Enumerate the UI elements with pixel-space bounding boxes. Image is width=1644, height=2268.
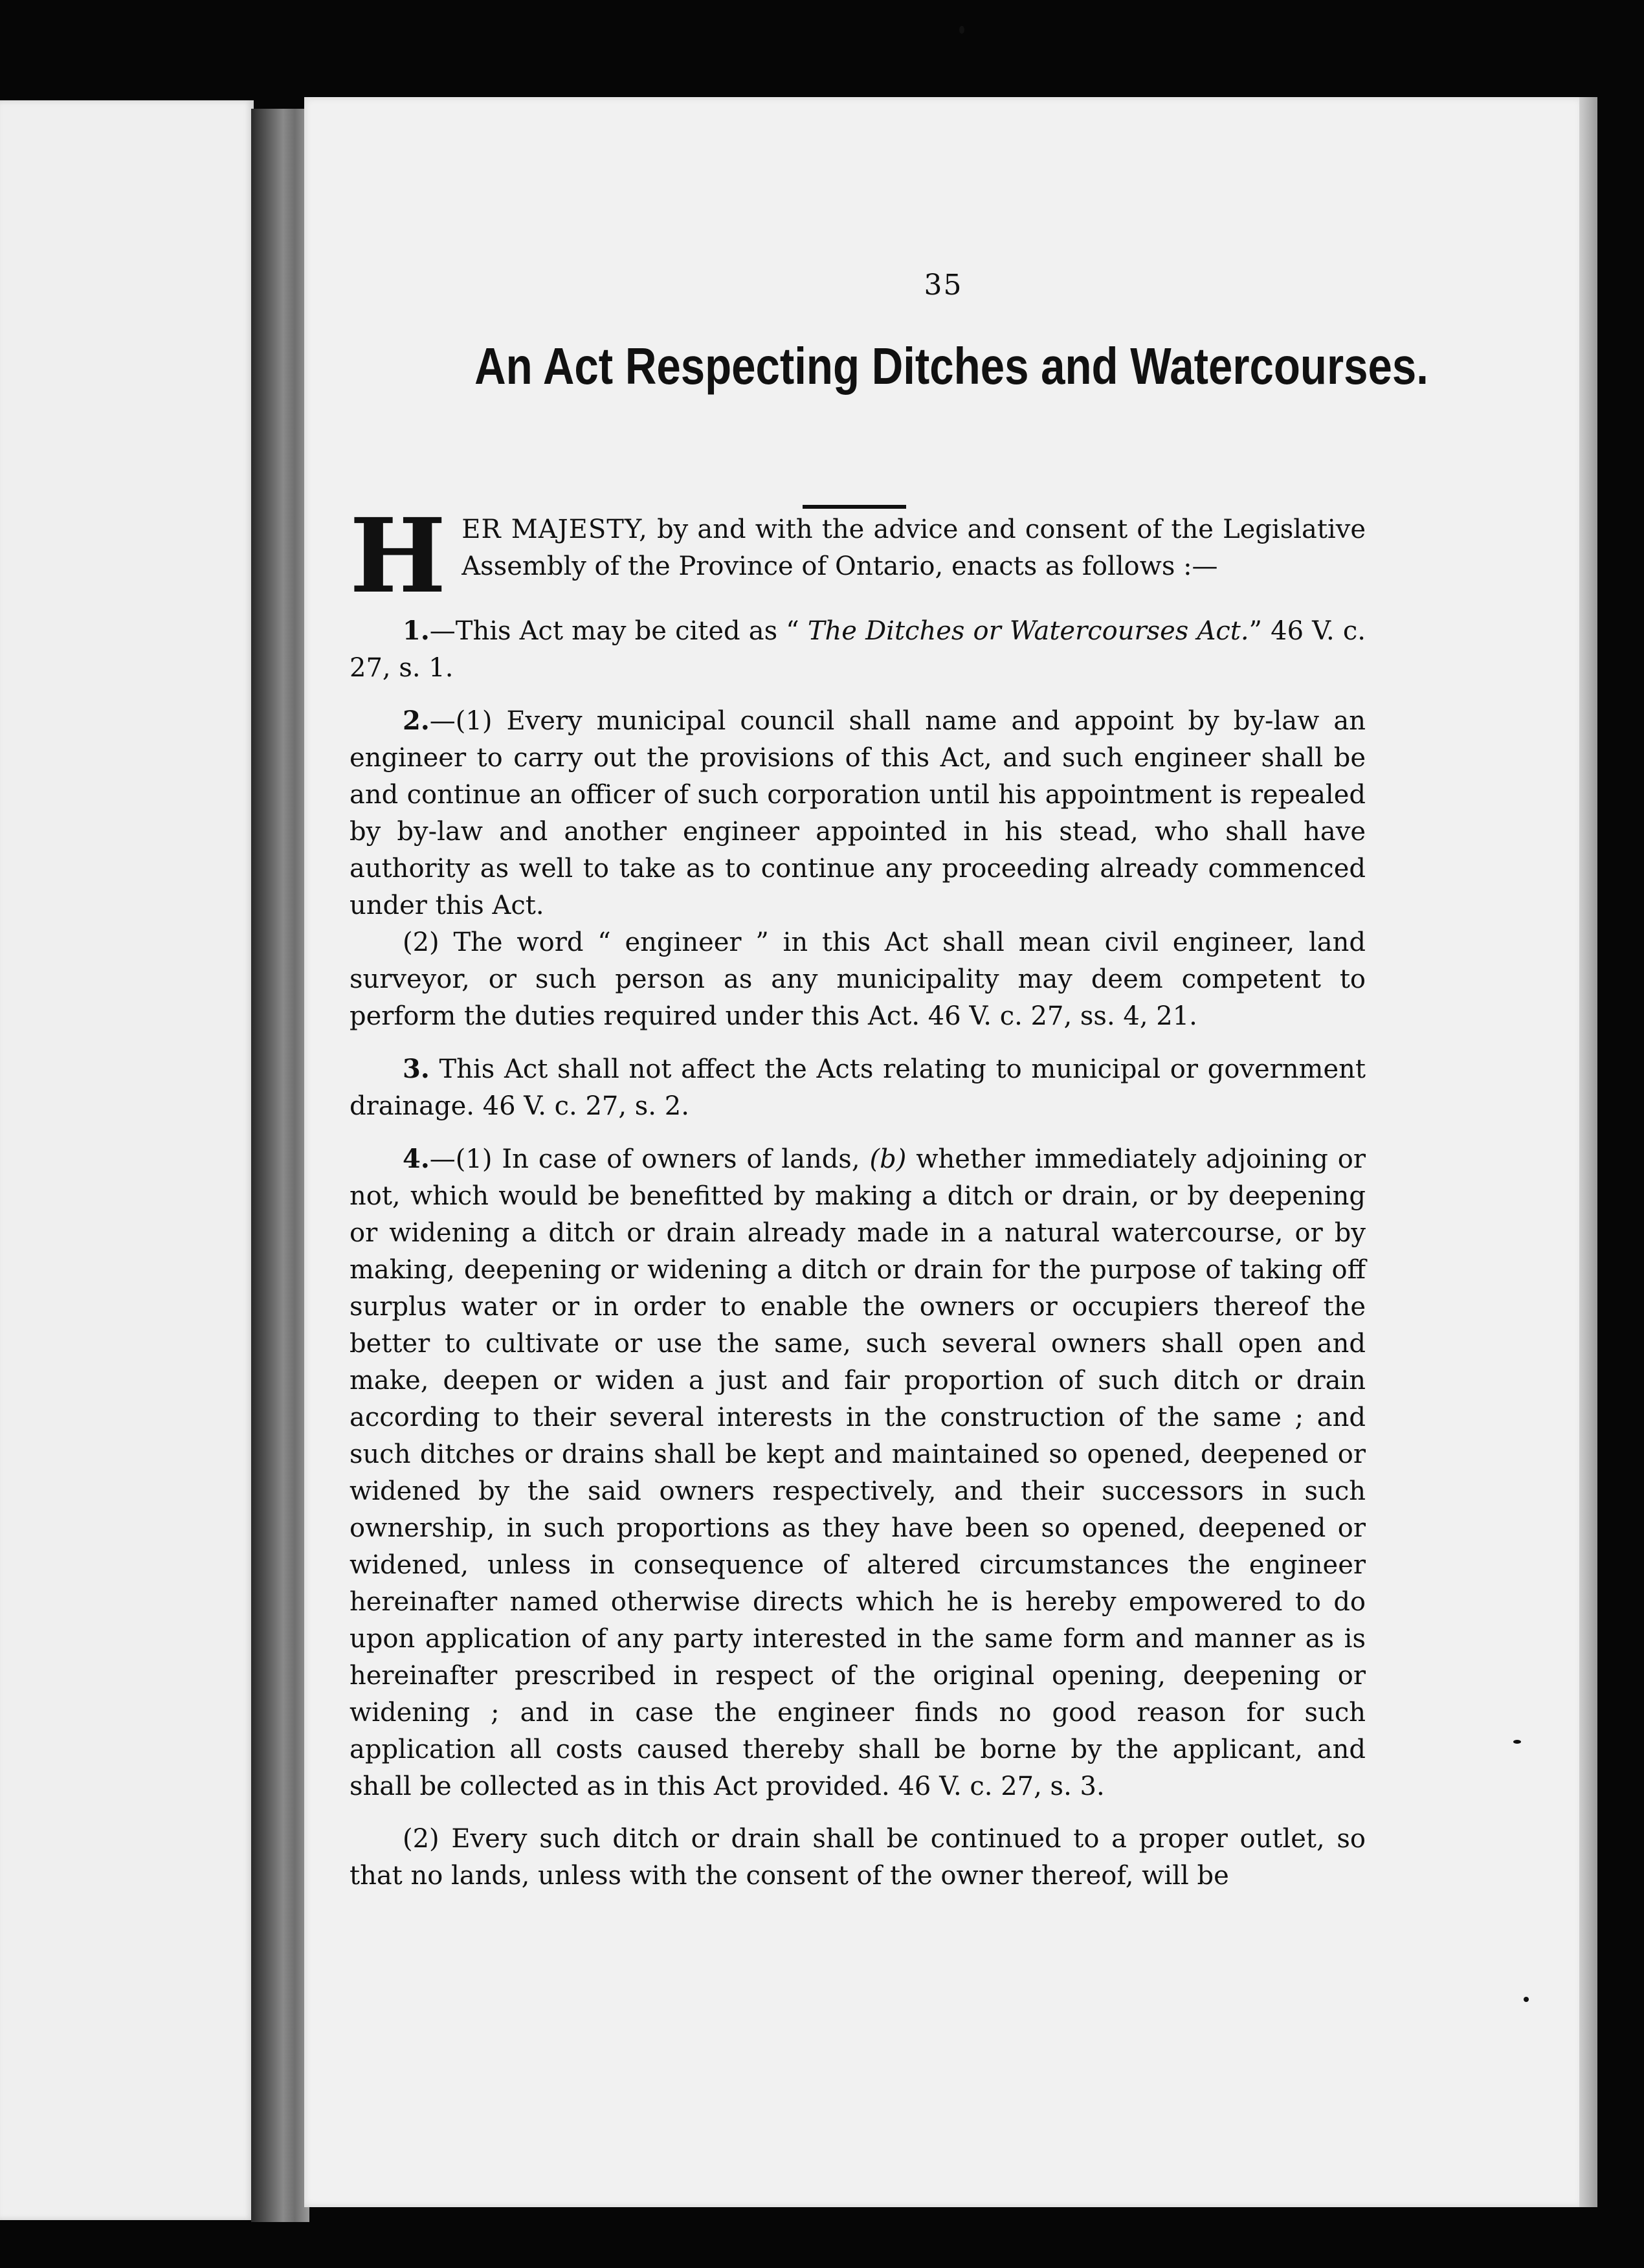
facing-page-blank bbox=[0, 100, 254, 2220]
act-body bbox=[350, 496, 1366, 1910]
section-3 bbox=[350, 1051, 1366, 1125]
enacting-text bbox=[350, 511, 1366, 585]
enacting-rest: by and with the advice and consent of the Legislative Assembly of the Province of Ontario, enacts as follows :— bbox=[461, 515, 1366, 581]
section-text: This Act shall not affect the Acts relating to municipal or government drainage. 46 V. c. 27, s. 2. bbox=[350, 1054, 1366, 1121]
book-page bbox=[304, 97, 1583, 2207]
section-2-2 bbox=[350, 924, 1366, 1035]
enacting-clause bbox=[350, 496, 1366, 616]
section-text: (2) The word “ engineer ” in this Act shall mean civil engineer, land surveyor, or such person as any municipality may deem competent to perform the duties required under this Act. 46 V. c. 27, ss. 4, 21. bbox=[350, 928, 1366, 1031]
section-number: 4. bbox=[403, 1144, 430, 1174]
section-text: ” 46 V. c. 27, s. 1. bbox=[350, 616, 1366, 683]
section-text: —(1) Every municipal council shall name and appoint by by-law an engineer to carry out the provisions of this Act, and such engineer shall be and continue an officer of such corporation until his appointment is repealed by by-law and another engineer appointed in his stead, who shall have authority as well to take as to continue any proceeding already commenced under this Act. bbox=[350, 706, 1366, 920]
section-text: (2) Every such ditch or drain shall be continued to a proper outlet, so that no lands, unless with the consent of the owner thereof, will be bbox=[350, 1824, 1366, 1891]
section-1 bbox=[350, 612, 1366, 687]
scan-speck bbox=[1524, 1997, 1529, 2002]
section-text: —(1) In case of owners of lands, bbox=[429, 1144, 870, 1174]
page-number: 35 bbox=[924, 269, 963, 302]
enacting-lead: ER MAJESTY, bbox=[461, 515, 648, 544]
section-number: 2. bbox=[403, 706, 430, 736]
drop-cap: H bbox=[350, 496, 447, 616]
title-divider bbox=[803, 505, 906, 509]
scan-speck bbox=[959, 26, 964, 34]
marginal-note-ref: (b) bbox=[869, 1144, 907, 1174]
section-4-1 bbox=[350, 1140, 1366, 1805]
section-number: 3. bbox=[403, 1054, 430, 1084]
section-number: 1. bbox=[403, 616, 430, 646]
section-text: whether immediately adjoining or not, which would be benefitted by making a ditch or drain, or by deepening or widening a ditch or drain already made in a natural watercourse, or by making, deepening or widening a ditch or drain for the purpose of taking off surplus water or in order to enable the owners or occupiers thereof the better to cultivate or use the same, such several owners shall open and make, deepen or widen a just and fair proportion of such ditch or drain according to their several interests in the construction of the same ; and such ditches or drains shall be kept and maintained so opened, deepened or widened by the said owners respectively, and their successors in such ownership, in such proportions as they have been so opened, deepened or widened, unless in consequence of altered circumstances the engineer hereinafter named otherwise directs which he is hereby empowered to do upon application of any party interested in the same form and manner as is hereinafter prescribed in respect of the original opening, deepening or widening ; and in case the engineer finds no good reason for such application all costs caused thereby shall be borne by the applicant, and shall be collected as in this Act provided. 46 V. c. 27, s. 3. bbox=[350, 1144, 1366, 1801]
scan-speck bbox=[1513, 1740, 1521, 1744]
book-gutter bbox=[251, 109, 309, 2222]
section-text: —This Act may be cited as “ bbox=[429, 616, 808, 646]
section-2-1 bbox=[350, 702, 1366, 924]
section-4-2 bbox=[350, 1821, 1366, 1895]
act-title: An Act Respecting Ditches and Watercourses. bbox=[474, 337, 1428, 395]
short-title: The Ditches or Watercourses Act. bbox=[807, 616, 1249, 646]
page-edge bbox=[1579, 97, 1597, 2207]
